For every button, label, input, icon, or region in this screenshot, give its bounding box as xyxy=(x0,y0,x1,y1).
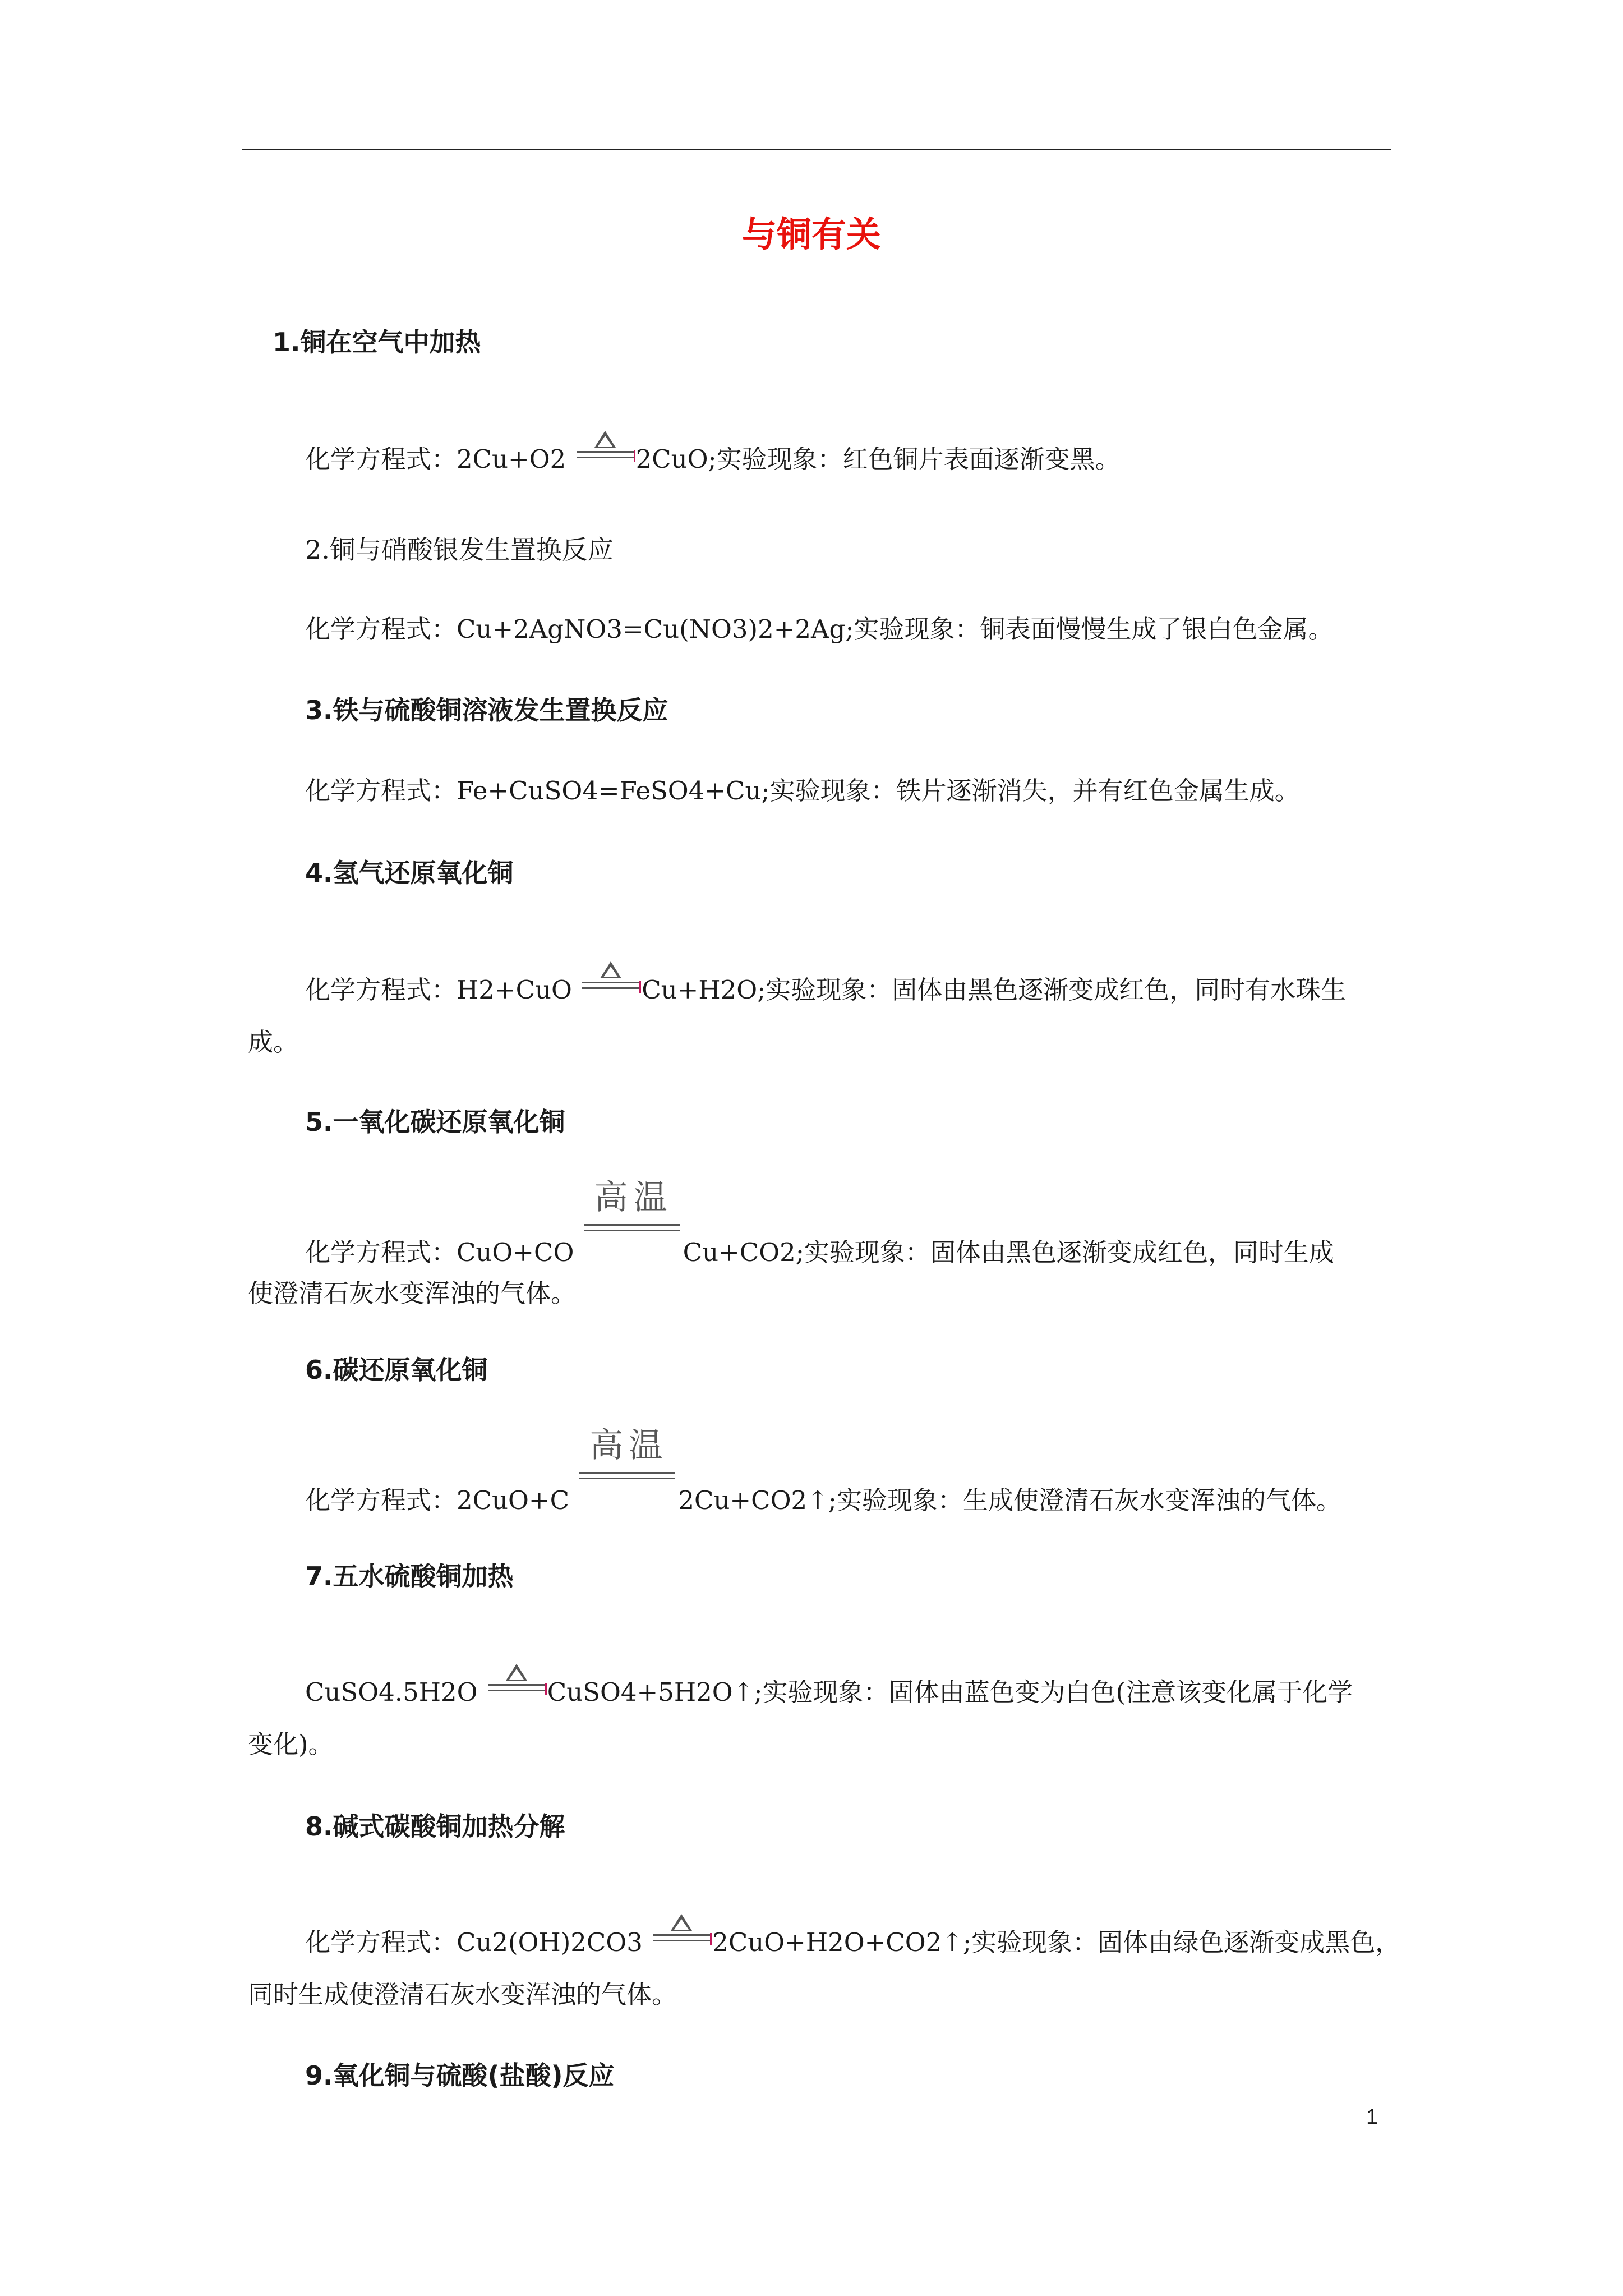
section-heading-2: 2.铜与硝酸银发生置换反应 xyxy=(305,535,614,565)
header-rule xyxy=(242,149,1391,150)
equation-text-8a: 化学方程式：Cu2(OH)2CO3 xyxy=(305,1927,651,1957)
equation-cont-7: 变化)。 xyxy=(248,1729,334,1759)
high-temperature-condition: 高温 xyxy=(577,1475,678,1509)
heating-condition-icon xyxy=(651,1917,712,1951)
equation-cont-5: 使澄清石灰水变浑浊的气体。 xyxy=(248,1278,577,1308)
section-heading-6: 6.碳还原氧化铜 xyxy=(305,1355,488,1385)
section-heading-1: 1.铜在空气中加热 xyxy=(273,327,481,357)
equation-text-6a: 化学方程式：2CuO+C xyxy=(305,1485,578,1515)
section-heading-5: 5.一氧化碳还原氧化铜 xyxy=(305,1107,565,1137)
equation-text-5a: 化学方程式：CuO+CO xyxy=(305,1237,582,1267)
heating-condition-icon xyxy=(580,965,642,999)
equation-line-8 xyxy=(305,1917,1400,1959)
equation-text-1a: 化学方程式：2Cu+O2 xyxy=(305,444,574,474)
equation-line-7 xyxy=(305,1667,1353,1709)
equation-text-4a: 化学方程式：H2+CuO xyxy=(305,975,580,1005)
page-number: 1 xyxy=(1366,2105,1378,2129)
equation-cont-4: 成。 xyxy=(248,1027,299,1057)
heating-condition-icon xyxy=(486,1667,547,1701)
section-heading-4: 4.氢气还原氧化铜 xyxy=(305,858,514,888)
heating-condition-icon xyxy=(574,434,636,468)
equation-line-1 xyxy=(305,434,1121,476)
equation-text-5b: Cu+CO2;实验现象：固体由黑色逐渐变成红色，同时生成 xyxy=(683,1237,1334,1267)
section-heading-3: 3.铁与硫酸铜溶液发生置换反应 xyxy=(305,695,668,725)
section-heading-7: 7.五水硫酸铜加热 xyxy=(305,1561,514,1591)
equation-text-1b: 2CuO;实验现象：红色铜片表面逐渐变黑。 xyxy=(635,444,1121,474)
equation-line-3 xyxy=(305,774,1300,808)
equation-line-6 xyxy=(305,1426,1341,1517)
section-heading-8: 8.碱式碳酸铜加热分解 xyxy=(305,1811,565,1842)
equation-text-7b: CuSO4+5H2O↑;实验现象：固体由蓝色变为白色(注意该变化属于化学 xyxy=(547,1677,1353,1707)
equation-text-2a: 化学方程式：Cu+2AgNO3=Cu(NO3)2+2Ag;实验现象：铜表面慢慢生成了银白色金属。 xyxy=(305,614,1334,644)
equation-text-4b: Cu+H2O;实验现象：固体由黑色逐渐变成红色，同时有水珠生 xyxy=(642,975,1347,1005)
equation-line-4 xyxy=(305,965,1346,1007)
high-temperature-condition: 高温 xyxy=(582,1227,683,1261)
equation-text-7a: CuSO4.5H2O xyxy=(305,1677,486,1707)
equation-cont-8: 同时生成使澄清石灰水变浑浊的气体。 xyxy=(248,1980,677,2009)
section-heading-9: 9.氧化铜与硫酸(盐酸)反应 xyxy=(305,2060,615,2091)
equation-text-6b: 2Cu+CO2↑;实验现象：生成使澄清石灰水变浑浊的气体。 xyxy=(678,1485,1341,1515)
equation-text-8b: 2CuO+H2O+CO2↑;实验现象：固体由绿色逐渐变成黑色， xyxy=(712,1927,1401,1957)
document-title: 与铜有关 xyxy=(741,214,881,255)
equation-line-5 xyxy=(305,1178,1334,1269)
equation-line-2 xyxy=(305,613,1334,646)
equation-text-3a: 化学方程式：Fe+CuSO4=FeSO4+Cu;实验现象：铁片逐渐消失，并有红色金属生成。 xyxy=(305,776,1300,806)
